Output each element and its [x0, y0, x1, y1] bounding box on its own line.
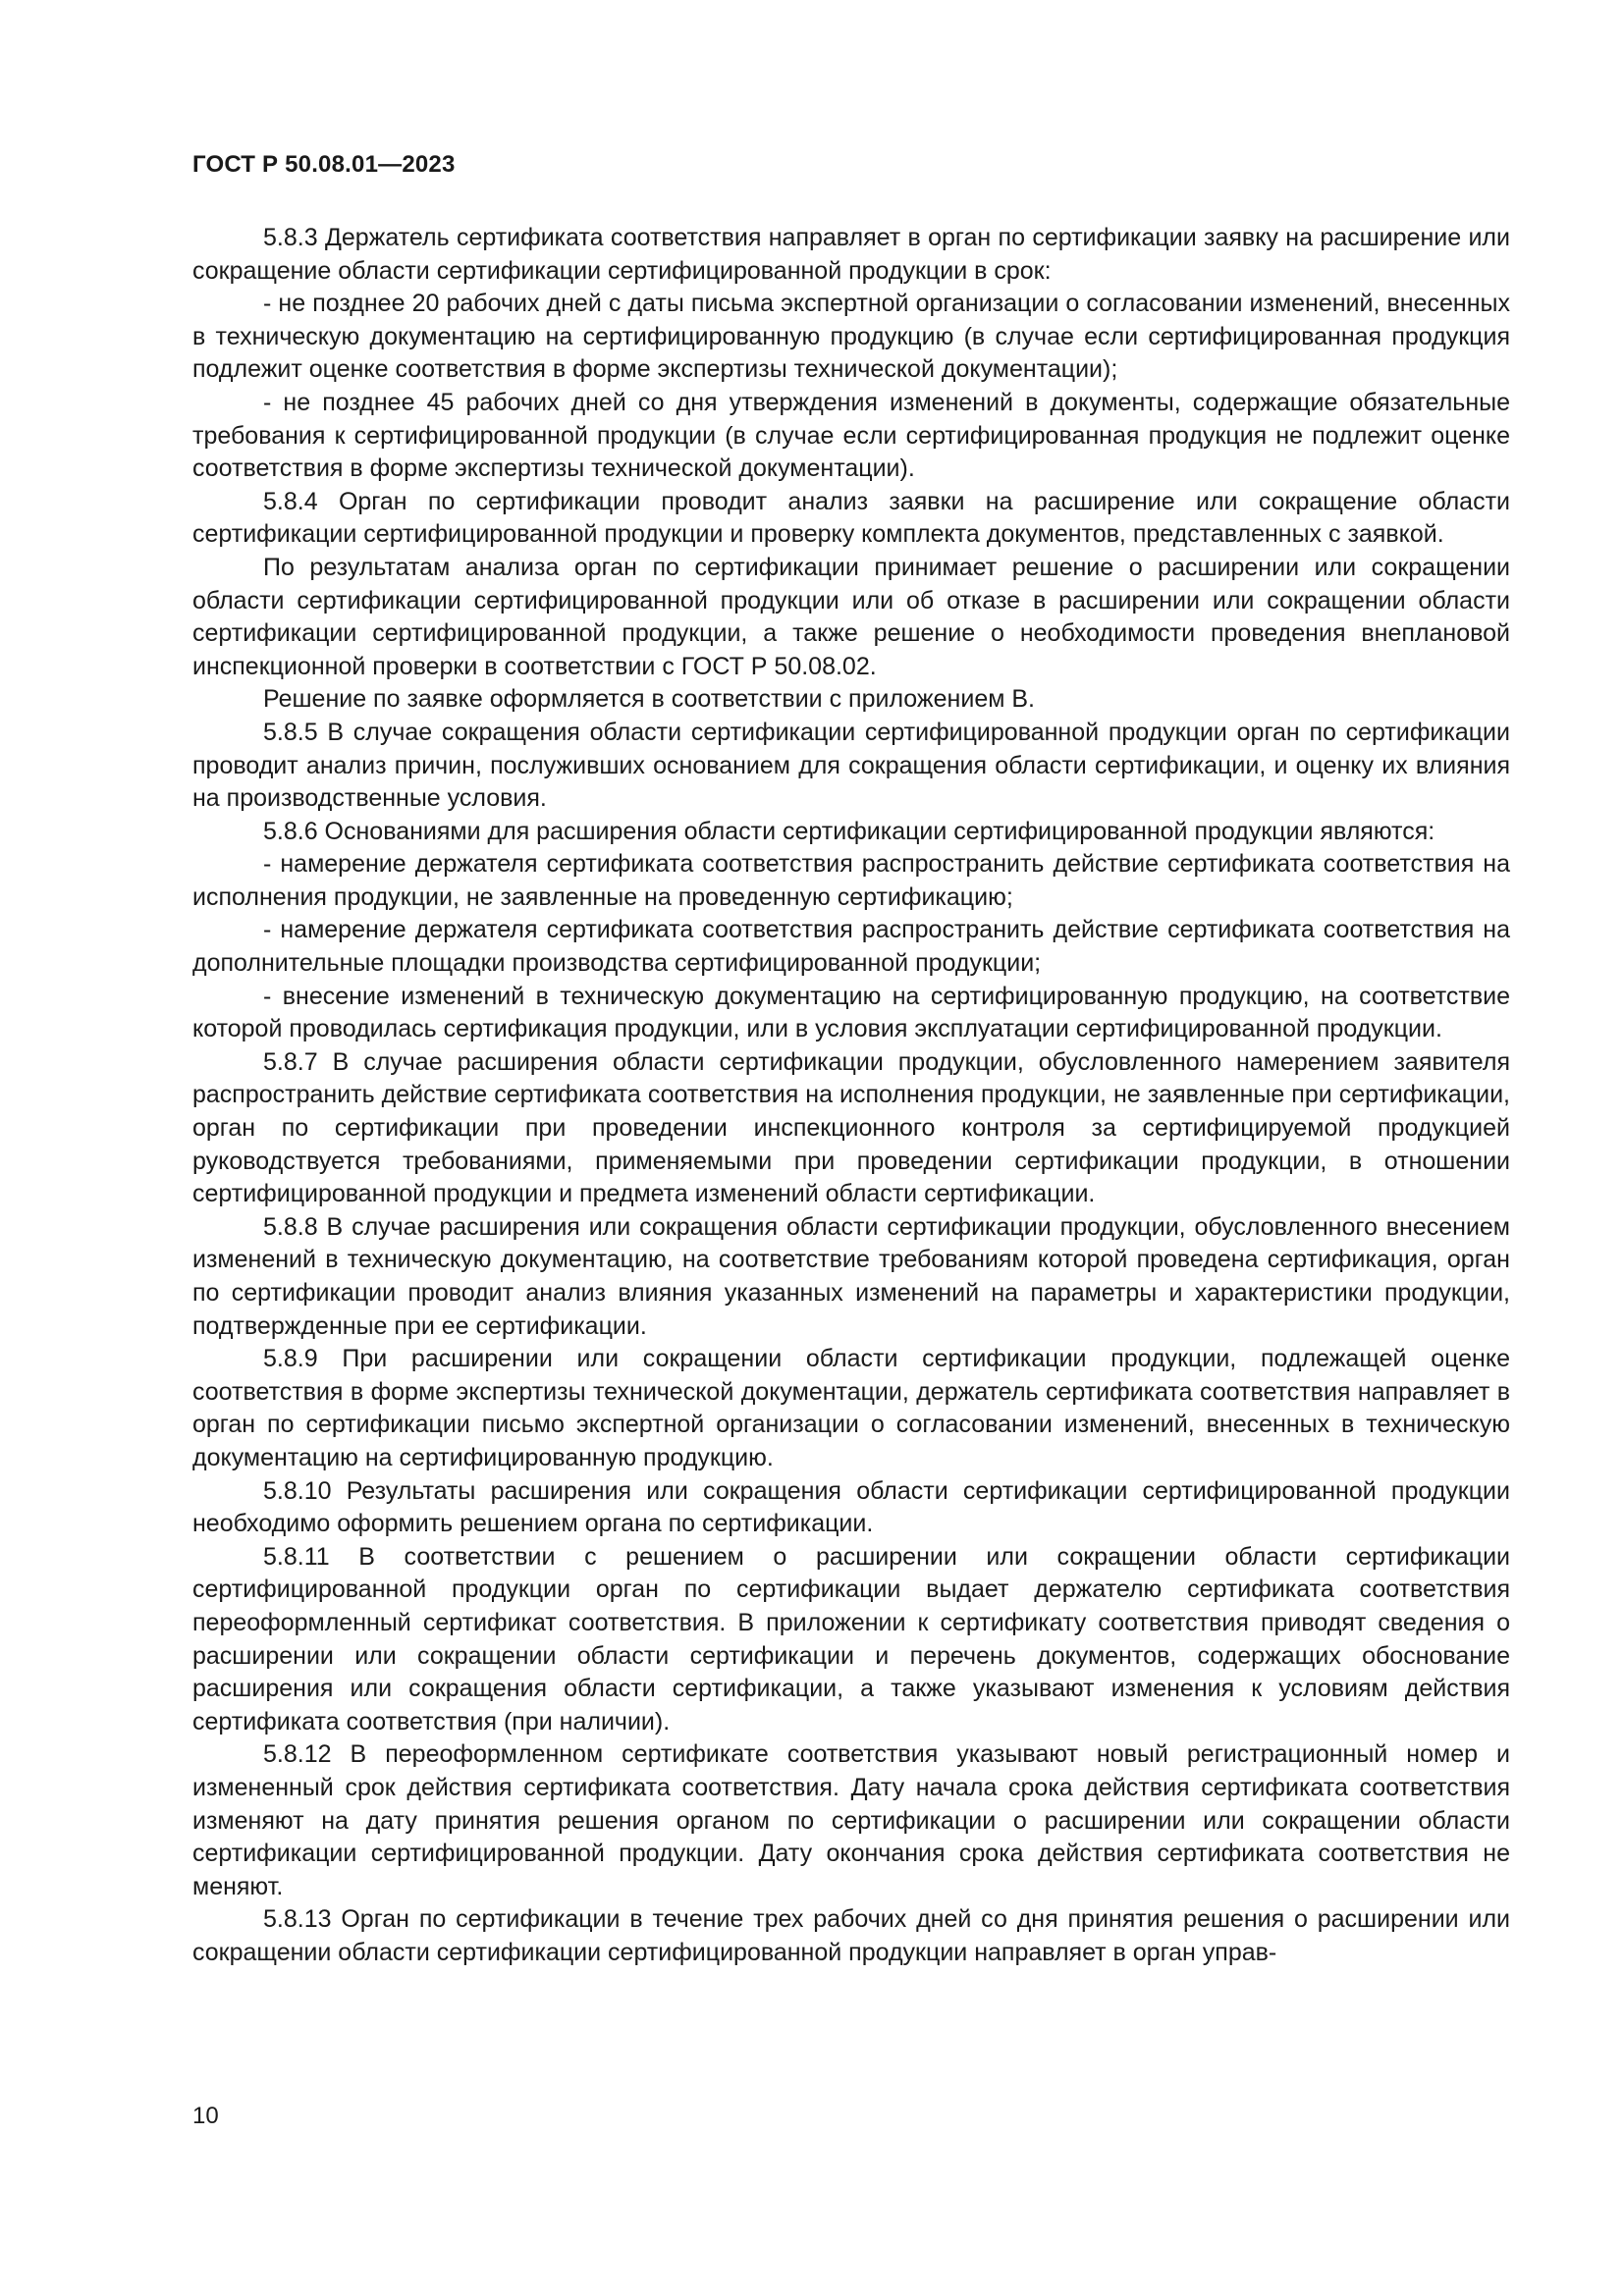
paragraph-5-8-7: 5.8.7 В случае расширения области сертификации продукции, обусловленного намерением заявителя распространить действие сертификата соответствия на исполнения продукции, не заявленные при сертификации, орган по сертификации при проведении инспекционного контроля за сертифицируемой продукцией руководствуется требованиями, применяемыми при проведении сертификации продукции, в отношении сертифицированной продукции и предмета изменений области сертификации. — [192, 1047, 1510, 1208]
paragraph-5-8-12: 5.8.12 В переоформленном сертификате соответствия указывают новый регистрационный номер и измененный срок действия сертификата соответствия. Дату начала срока действия сертификата соответствия изменяют на дату принятия решения органом по сертификации о расширении или сокращении области сертификации сертифицированной продукции. Дату окончания срока действия сертификата соответствия не меняют. — [192, 1740, 1510, 1900]
list-item: - намерение держателя сертификата соответствия распространить действие сертификата соответствия на дополнительные площадки производства сертифицированной продукции; — [192, 916, 1510, 978]
list-item: - не позднее 45 рабочих дней со дня утверждения изменений в документы, содержащие обязательные требования к сертифицированной продукции (в случае если сертифицированная продукция не подлежит оценке соответствия в форме экспертизы технической документации). — [192, 388, 1510, 483]
paragraph: По результатам анализа орган по сертификации принимает решение о расширении или сокращении области сертификации сертифицированной продукции или об отказе в расширении или сокращении области сертификации сертифицированной продукции, а также решение о необходимости проведения внеплановой инспекционной проверки в соответствии с ГОСТ Р 50.08.02. — [192, 553, 1510, 680]
list-item: - внесение изменений в техническую документацию на сертифицированную продукцию, на соответствие которой проводилась сертификация продукции, или в условия эксплуатации сертифицированной продукции. — [192, 982, 1510, 1043]
paragraph-5-8-9: 5.8.9 При расширении или сокращении области сертификации продукции, подлежащей оценке соответствия в форме экспертизы технической документации, держатель сертификата соответствия направляет в орган по сертификации письмо экспертной организации о согласовании изменений, внесенных в техническую документацию на сертифицированную продукцию. — [192, 1345, 1510, 1471]
paragraph-5-8-3: 5.8.3 Держатель сертификата соответствия направляет в орган по сертификации заявку на расширение или сокращение области сертификации сертифицированной продукции в срок: — [192, 224, 1510, 285]
paragraph-5-8-13: 5.8.13 Орган по сертификации в течение трех рабочих дней со дня принятия решения о расширении или сокращении области сертификации сертифицированной продукции направляет в орган управ- — [192, 1905, 1510, 1966]
paragraph-5-8-11: 5.8.11 В соответствии с решением о расширении или сокращении области сертификации сертифицированной продукции орган по сертификации выдает держателю сертификата соответствия переоформленный сертификат соответствия. В приложении к сертификату соответствия приводят сведения о расширении или сокращении области сертификации и перечень документов, содержащих обоснование расширения или сокращения области сертификации, а также указывают изменения к условиям действия сертификата соответствия (при наличии). — [192, 1542, 1510, 1735]
paragraph-5-8-8: 5.8.8 В случае расширения или сокращения области сертификации продукции, обусловленного внесением изменений в техническую документацию, на соответствие требованиям которой проведена сертификация, орган по сертификации проводит анализ влияния указанных изменений на параметры и характеристики продукции, подтвержденные при ее сертификации. — [192, 1212, 1510, 1340]
list-item: - намерение держателя сертификата соответствия распространить действие сертификата соответствия на исполнения продукции, не заявленные на проведенную сертификацию; — [192, 850, 1510, 911]
list-item: - не позднее 20 рабочих дней с даты письма экспертной организации о согласовании изменений, внесенных в техническую документацию на сертифицированную продукцию (в случае если сертифицированная продукция подлежит оценке соответствия в форме экспертизы технической документации); — [192, 290, 1510, 384]
document-body — [192, 222, 1510, 1969]
paragraph-5-8-6: 5.8.6 Основаниями для расширения области сертификации сертифицированной продукции являются: — [263, 817, 1435, 845]
document-code-header: ГОСТ Р 50.08.01—2023 — [192, 151, 456, 178]
page-number: 10 — [192, 2103, 219, 2129]
paragraph-5-8-5: 5.8.5 В случае сокращения области сертификации сертифицированной продукции орган по сертификации проводит анализ причин, послуживших основанием для сокращения области сертификации, и оценку их влияния на производственные условия. — [192, 718, 1510, 813]
paragraph: Решение по заявке оформляется в соответствии с приложением В. — [263, 685, 1035, 714]
paragraph-5-8-10: 5.8.10 Результаты расширения или сокращения области сертификации сертифицированной продукции необходимо оформить решением органа по сертификации. — [192, 1476, 1510, 1538]
paragraph-5-8-4: 5.8.4 Орган по сертификации проводит анализ заявки на расширение или сокращение области сертификации сертифицированной продукции и проверку комплекта документов, представленных с заявкой. — [192, 487, 1510, 549]
